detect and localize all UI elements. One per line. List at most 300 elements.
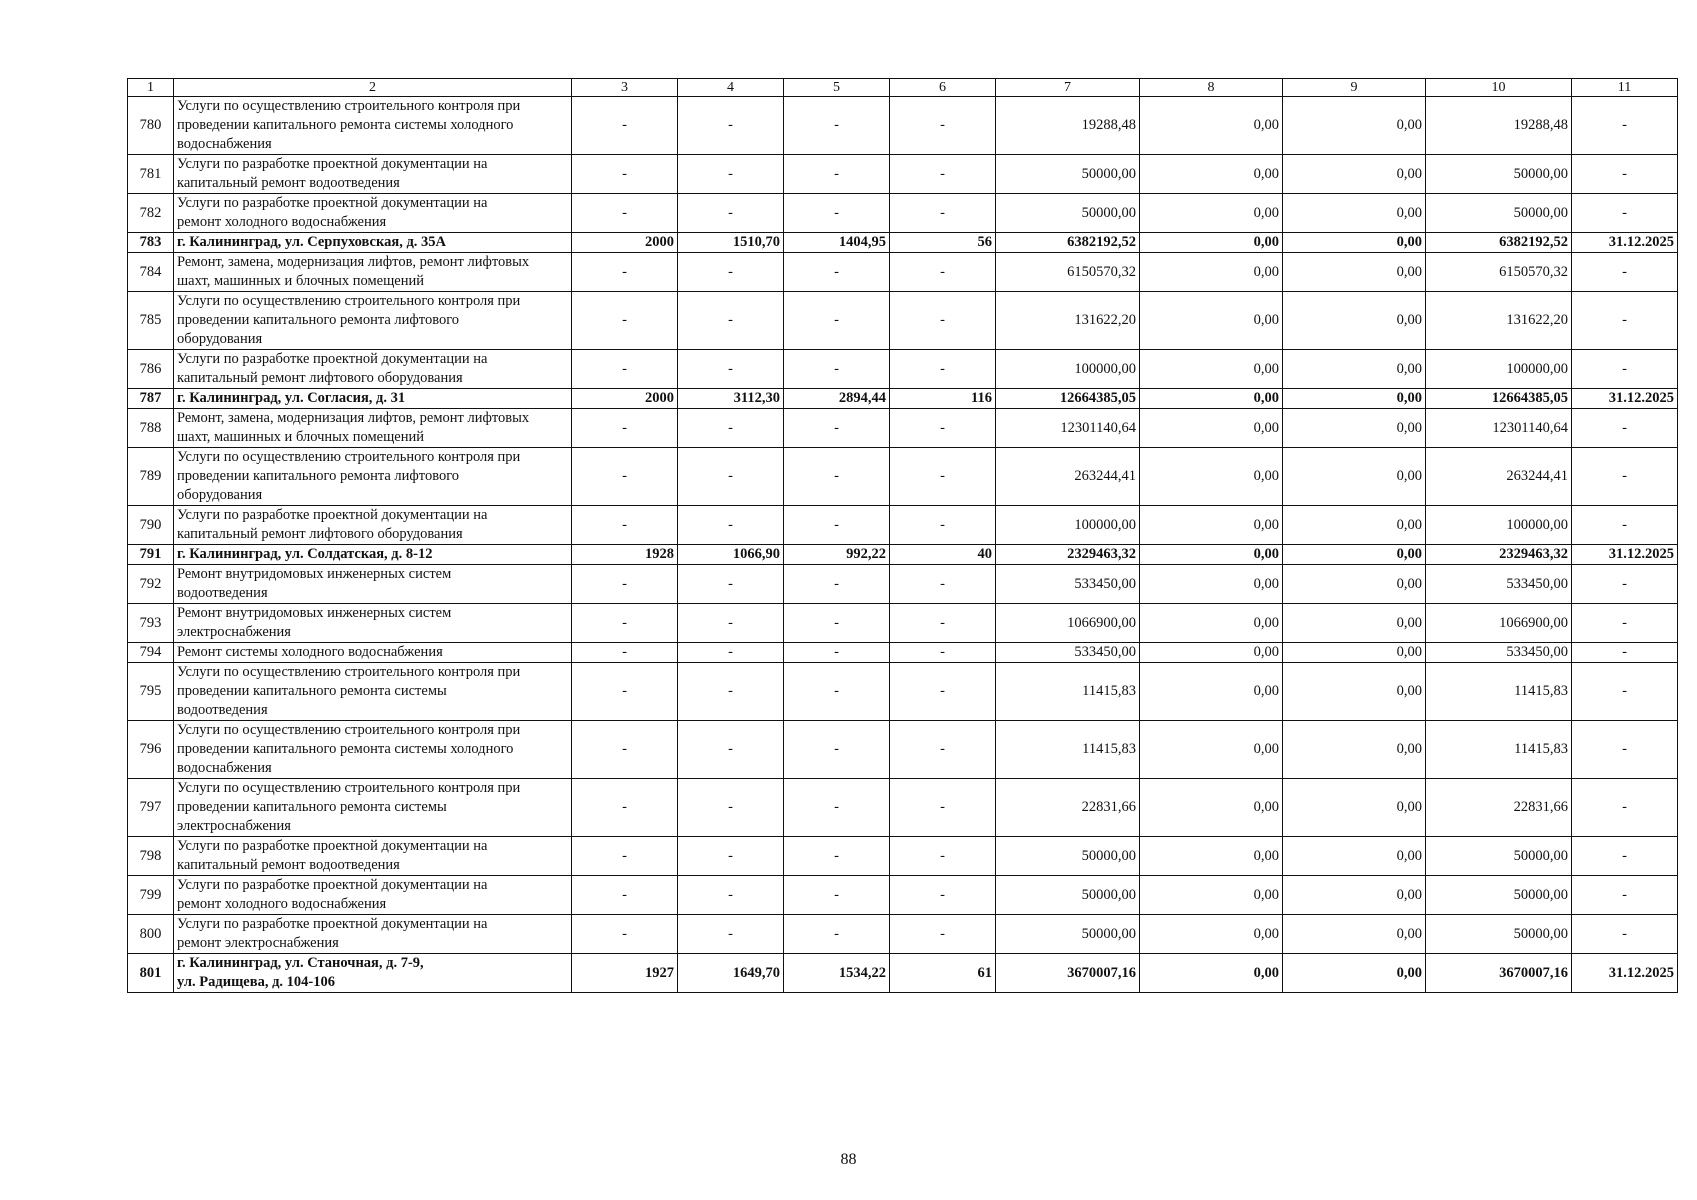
work-item-row (128, 97, 1678, 155)
total-cost-cell: 533450,00 (996, 565, 1140, 604)
fund-cost-cell: 0,00 (1140, 565, 1283, 604)
living-area-cell: - (784, 506, 890, 545)
living-area-cell: - (784, 155, 890, 194)
address-row (128, 389, 1678, 409)
budget-cost-cell: 0,00 (1283, 194, 1426, 233)
deadline-cell: - (1572, 876, 1678, 915)
description-line: водоснабжения (177, 760, 272, 776)
year-built-cell: - (572, 565, 678, 604)
description-line: оборудования (177, 487, 263, 503)
fund-cost-cell: 0,00 (1140, 350, 1283, 389)
total-area-cell: - (678, 350, 784, 389)
description-line: Услуги по разработке проектной документации на (177, 351, 488, 367)
fund-cost-cell: 0,00 (1140, 194, 1283, 233)
budget-cost-cell: 0,00 (1283, 721, 1426, 779)
work-item-row (128, 837, 1678, 876)
total-area-cell: - (678, 915, 784, 954)
year-built-cell: - (572, 779, 678, 837)
living-area-cell: - (784, 253, 890, 292)
owners-cost-cell: 50000,00 (1426, 876, 1572, 915)
description-line: Услуги по разработке проектной документации на (177, 195, 488, 211)
fund-cost-cell: 0,00 (1140, 409, 1283, 448)
fund-cost-cell: 0,00 (1140, 663, 1283, 721)
budget-cost-cell: 0,00 (1283, 97, 1426, 155)
living-area-cell: - (784, 721, 890, 779)
address-cell (174, 233, 572, 253)
residents-cell: - (890, 643, 996, 663)
residents-cell: - (890, 409, 996, 448)
year-built-cell: - (572, 915, 678, 954)
deadline-cell: - (1572, 97, 1678, 155)
deadline-cell: - (1572, 292, 1678, 350)
owners-cost-cell: 100000,00 (1426, 350, 1572, 389)
budget-cost-cell: 0,00 (1283, 837, 1426, 876)
residents-cell: - (890, 194, 996, 233)
column-number: 11 (1572, 79, 1678, 97)
year-built-cell: 2000 (572, 233, 678, 253)
deadline-cell: - (1572, 721, 1678, 779)
residents-cell: 61 (890, 954, 996, 993)
total-cost-cell: 6150570,32 (996, 253, 1140, 292)
owners-cost-cell: 50000,00 (1426, 915, 1572, 954)
work-description-cell (174, 97, 572, 155)
total-cost-cell: 12301140,64 (996, 409, 1140, 448)
description-line: Услуги по разработке проектной документации на (177, 507, 488, 523)
work-item-row (128, 448, 1678, 506)
budget-cost-cell: 0,00 (1283, 663, 1426, 721)
description-line: г. Калининград, ул. Согласия, д. 31 (177, 390, 406, 406)
total-cost-cell: 3670007,16 (996, 954, 1140, 993)
description-line: Ремонт системы холодного водоснабжения (177, 644, 443, 660)
work-description-cell (174, 721, 572, 779)
owners-cost-cell: 533450,00 (1426, 643, 1572, 663)
work-description-cell (174, 292, 572, 350)
fund-cost-cell: 0,00 (1140, 954, 1283, 993)
owners-cost-cell: 11415,83 (1426, 663, 1572, 721)
budget-cost-cell: 0,00 (1283, 643, 1426, 663)
description-line: Услуги по разработке проектной документации на (177, 877, 488, 893)
fund-cost-cell: 0,00 (1140, 721, 1283, 779)
total-area-cell: - (678, 721, 784, 779)
column-number: 7 (996, 79, 1140, 97)
description-line: водоснабжения (177, 136, 272, 152)
year-built-cell: - (572, 350, 678, 389)
deadline-cell: - (1572, 506, 1678, 545)
total-cost-cell: 533450,00 (996, 643, 1140, 663)
description-line: Услуги по осуществлению строительного контроля при (177, 780, 521, 796)
row-number-cell: 788 (128, 409, 174, 448)
description-line: Услуги по осуществлению строительного контроля при (177, 98, 521, 114)
work-description-cell (174, 506, 572, 545)
row-number-cell: 781 (128, 155, 174, 194)
living-area-cell: - (784, 876, 890, 915)
owners-cost-cell: 12664385,05 (1426, 389, 1572, 409)
fund-cost-cell: 0,00 (1140, 389, 1283, 409)
owners-cost-cell: 6150570,32 (1426, 253, 1572, 292)
total-area-cell: 1066,90 (678, 545, 784, 565)
residents-cell: - (890, 837, 996, 876)
living-area-cell: - (784, 779, 890, 837)
year-built-cell: - (572, 194, 678, 233)
fund-cost-cell: 0,00 (1140, 604, 1283, 643)
fund-cost-cell: 0,00 (1140, 643, 1283, 663)
row-number-cell: 785 (128, 292, 174, 350)
description-line: проведении капитального ремонта системы холодного (177, 741, 514, 757)
description-line: г. Калининград, ул. Серпуховская, д. 35А (177, 234, 447, 250)
work-description-cell (174, 253, 572, 292)
work-item-row (128, 779, 1678, 837)
deadline-cell: - (1572, 565, 1678, 604)
living-area-cell: 2894,44 (784, 389, 890, 409)
description-line: ул. Радищева, д. 104-106 (177, 974, 335, 990)
fund-cost-cell: 0,00 (1140, 876, 1283, 915)
row-number-cell: 782 (128, 194, 174, 233)
owners-cost-cell: 100000,00 (1426, 506, 1572, 545)
total-area-cell: - (678, 663, 784, 721)
row-number-cell: 798 (128, 837, 174, 876)
column-number: 10 (1426, 79, 1572, 97)
description-line: Ремонт внутридомовых инженерных систем (177, 605, 452, 621)
total-cost-cell: 11415,83 (996, 663, 1140, 721)
total-area-cell: - (678, 643, 784, 663)
work-description-cell (174, 837, 572, 876)
description-line: Услуги по разработке проектной документации на (177, 838, 488, 854)
budget-cost-cell: 0,00 (1283, 545, 1426, 565)
total-area-cell: 3112,30 (678, 389, 784, 409)
year-built-cell: - (572, 409, 678, 448)
total-cost-cell: 12664385,05 (996, 389, 1140, 409)
description-line: Услуги по осуществлению строительного контроля при (177, 449, 521, 465)
work-description-cell (174, 643, 572, 663)
deadline-cell: - (1572, 253, 1678, 292)
total-area-cell: - (678, 292, 784, 350)
owners-cost-cell: 6382192,52 (1426, 233, 1572, 253)
work-description-cell (174, 448, 572, 506)
residents-cell: - (890, 350, 996, 389)
row-number-cell: 791 (128, 545, 174, 565)
budget-cost-cell: 0,00 (1283, 233, 1426, 253)
row-number-cell: 786 (128, 350, 174, 389)
living-area-cell: - (784, 663, 890, 721)
work-item-row (128, 194, 1678, 233)
living-area-cell: - (784, 915, 890, 954)
row-number-cell: 800 (128, 915, 174, 954)
owners-cost-cell: 1066900,00 (1426, 604, 1572, 643)
total-cost-cell: 100000,00 (996, 350, 1140, 389)
living-area-cell: - (784, 194, 890, 233)
year-built-cell: - (572, 155, 678, 194)
description-line: Услуги по разработке проектной документации на (177, 916, 488, 932)
row-number-cell: 787 (128, 389, 174, 409)
work-description-cell (174, 155, 572, 194)
description-line: Ремонт, замена, модернизация лифтов, ремонт лифтовых (177, 410, 530, 426)
deadline-cell: - (1572, 448, 1678, 506)
description-line: электроснабжения (177, 818, 291, 834)
work-item-row (128, 915, 1678, 954)
work-description-cell (174, 604, 572, 643)
repair-program-table (127, 78, 1678, 993)
work-description-cell (174, 663, 572, 721)
total-area-cell: - (678, 97, 784, 155)
total-area-cell: - (678, 565, 784, 604)
total-area-cell: - (678, 779, 784, 837)
fund-cost-cell: 0,00 (1140, 915, 1283, 954)
description-line: капитальный ремонт лифтового оборудования (177, 370, 463, 386)
row-number-cell: 794 (128, 643, 174, 663)
fund-cost-cell: 0,00 (1140, 292, 1283, 350)
total-cost-cell: 100000,00 (996, 506, 1140, 545)
residents-cell: - (890, 565, 996, 604)
total-area-cell: - (678, 194, 784, 233)
fund-cost-cell: 0,00 (1140, 97, 1283, 155)
total-area-cell: - (678, 448, 784, 506)
total-cost-cell: 11415,83 (996, 721, 1140, 779)
fund-cost-cell: 0,00 (1140, 779, 1283, 837)
total-area-cell: 1510,70 (678, 233, 784, 253)
description-line: Услуги по осуществлению строительного контроля при (177, 722, 521, 738)
column-number: 2 (174, 79, 572, 97)
description-line: капитальный ремонт водоотведения (177, 857, 400, 873)
year-built-cell: 2000 (572, 389, 678, 409)
year-built-cell: - (572, 448, 678, 506)
deadline-cell: 31.12.2025 (1572, 389, 1678, 409)
residents-cell: - (890, 779, 996, 837)
deadline-cell: - (1572, 915, 1678, 954)
total-cost-cell: 22831,66 (996, 779, 1140, 837)
fund-cost-cell: 0,00 (1140, 253, 1283, 292)
budget-cost-cell: 0,00 (1283, 876, 1426, 915)
deadline-cell: 31.12.2025 (1572, 545, 1678, 565)
deadline-cell: 31.12.2025 (1572, 233, 1678, 253)
description-line: г. Калининград, ул. Станочная, д. 7-9, (177, 955, 424, 971)
year-built-cell: - (572, 643, 678, 663)
total-cost-cell: 263244,41 (996, 448, 1140, 506)
total-cost-cell: 50000,00 (996, 876, 1140, 915)
budget-cost-cell: 0,00 (1283, 506, 1426, 545)
residents-cell: - (890, 915, 996, 954)
column-number: 5 (784, 79, 890, 97)
row-number-cell: 784 (128, 253, 174, 292)
owners-cost-cell: 11415,83 (1426, 721, 1572, 779)
living-area-cell: - (784, 350, 890, 389)
residents-cell: 40 (890, 545, 996, 565)
total-area-cell: - (678, 604, 784, 643)
budget-cost-cell: 0,00 (1283, 389, 1426, 409)
total-cost-cell: 131622,20 (996, 292, 1140, 350)
total-area-cell: - (678, 253, 784, 292)
column-number: 8 (1140, 79, 1283, 97)
total-area-cell: - (678, 506, 784, 545)
living-area-cell: - (784, 565, 890, 604)
description-line: электроснабжения (177, 624, 291, 640)
total-area-cell: - (678, 876, 784, 915)
description-line: проведении капитального ремонта системы (177, 683, 447, 699)
total-area-cell: 1649,70 (678, 954, 784, 993)
living-area-cell: - (784, 604, 890, 643)
description-line: г. Калининград, ул. Солдатская, д. 8-12 (177, 546, 433, 562)
year-built-cell: - (572, 837, 678, 876)
residents-cell: 56 (890, 233, 996, 253)
description-line: Ремонт, замена, модернизация лифтов, ремонт лифтовых (177, 254, 530, 270)
row-number-cell: 799 (128, 876, 174, 915)
living-area-cell: - (784, 97, 890, 155)
work-item-row (128, 409, 1678, 448)
address-row (128, 954, 1678, 993)
address-row (128, 545, 1678, 565)
budget-cost-cell: 0,00 (1283, 350, 1426, 389)
budget-cost-cell: 0,00 (1283, 779, 1426, 837)
residents-cell: 116 (890, 389, 996, 409)
work-item-row (128, 506, 1678, 545)
work-item-row (128, 253, 1678, 292)
work-description-cell (174, 565, 572, 604)
description-line: капитальный ремонт лифтового оборудования (177, 526, 463, 542)
year-built-cell: 1927 (572, 954, 678, 993)
owners-cost-cell: 3670007,16 (1426, 954, 1572, 993)
row-number-cell: 783 (128, 233, 174, 253)
address-cell (174, 954, 572, 993)
year-built-cell: - (572, 663, 678, 721)
table-body (128, 97, 1678, 993)
owners-cost-cell: 50000,00 (1426, 194, 1572, 233)
row-number-cell: 796 (128, 721, 174, 779)
budget-cost-cell: 0,00 (1283, 954, 1426, 993)
budget-cost-cell: 0,00 (1283, 565, 1426, 604)
total-cost-cell: 50000,00 (996, 837, 1140, 876)
deadline-cell: - (1572, 604, 1678, 643)
budget-cost-cell: 0,00 (1283, 604, 1426, 643)
owners-cost-cell: 131622,20 (1426, 292, 1572, 350)
budget-cost-cell: 0,00 (1283, 409, 1426, 448)
owners-cost-cell: 12301140,64 (1426, 409, 1572, 448)
total-cost-cell: 50000,00 (996, 915, 1140, 954)
budget-cost-cell: 0,00 (1283, 155, 1426, 194)
total-cost-cell: 50000,00 (996, 194, 1140, 233)
work-item-row (128, 565, 1678, 604)
fund-cost-cell: 0,00 (1140, 155, 1283, 194)
description-line: ремонт холодного водоснабжения (177, 896, 387, 912)
year-built-cell: - (572, 876, 678, 915)
description-line: ремонт электроснабжения (177, 935, 339, 951)
address-cell (174, 389, 572, 409)
total-cost-cell: 6382192,52 (996, 233, 1140, 253)
deadline-cell: - (1572, 194, 1678, 233)
description-line: оборудования (177, 331, 263, 347)
living-area-cell: - (784, 409, 890, 448)
deadline-cell: - (1572, 409, 1678, 448)
total-cost-cell: 2329463,32 (996, 545, 1140, 565)
address-cell (174, 545, 572, 565)
column-number-row (128, 79, 1678, 97)
residents-cell: - (890, 721, 996, 779)
deadline-cell: - (1572, 663, 1678, 721)
owners-cost-cell: 263244,41 (1426, 448, 1572, 506)
owners-cost-cell: 2329463,32 (1426, 545, 1572, 565)
column-number: 6 (890, 79, 996, 97)
column-number: 3 (572, 79, 678, 97)
work-item-row (128, 663, 1678, 721)
row-number-cell: 797 (128, 779, 174, 837)
description-line: проведении капитального ремонта лифтового (177, 468, 460, 484)
row-number-cell: 801 (128, 954, 174, 993)
address-row (128, 233, 1678, 253)
deadline-cell: - (1572, 155, 1678, 194)
total-cost-cell: 1066900,00 (996, 604, 1140, 643)
total-cost-cell: 50000,00 (996, 155, 1140, 194)
description-line: Услуги по осуществлению строительного контроля при (177, 664, 521, 680)
work-item-row (128, 292, 1678, 350)
work-description-cell (174, 779, 572, 837)
row-number-cell: 789 (128, 448, 174, 506)
residents-cell: - (890, 663, 996, 721)
year-built-cell: - (572, 97, 678, 155)
work-description-cell (174, 194, 572, 233)
living-area-cell: 1404,95 (784, 233, 890, 253)
budget-cost-cell: 0,00 (1283, 292, 1426, 350)
column-number: 9 (1283, 79, 1426, 97)
total-cost-cell: 19288,48 (996, 97, 1140, 155)
description-line: Ремонт внутридомовых инженерных систем (177, 566, 452, 582)
description-line: Услуги по осуществлению строительного контроля при (177, 293, 521, 309)
work-item-row (128, 643, 1678, 663)
residents-cell: - (890, 604, 996, 643)
description-line: проведении капитального ремонта системы холодного (177, 117, 514, 133)
year-built-cell: - (572, 506, 678, 545)
description-line: капитальный ремонт водоотведения (177, 175, 400, 191)
description-line: Услуги по разработке проектной документации на (177, 156, 488, 172)
budget-cost-cell: 0,00 (1283, 253, 1426, 292)
row-number-cell: 790 (128, 506, 174, 545)
total-area-cell: - (678, 409, 784, 448)
deadline-cell: - (1572, 643, 1678, 663)
row-number-cell: 793 (128, 604, 174, 643)
budget-cost-cell: 0,00 (1283, 448, 1426, 506)
work-description-cell (174, 409, 572, 448)
living-area-cell: - (784, 448, 890, 506)
description-line: водоотведения (177, 702, 268, 718)
residents-cell: - (890, 876, 996, 915)
owners-cost-cell: 533450,00 (1426, 565, 1572, 604)
deadline-cell: - (1572, 779, 1678, 837)
year-built-cell: - (572, 604, 678, 643)
owners-cost-cell: 50000,00 (1426, 837, 1572, 876)
description-line: ремонт холодного водоснабжения (177, 214, 387, 230)
residents-cell: - (890, 253, 996, 292)
year-built-cell: - (572, 721, 678, 779)
year-built-cell: 1928 (572, 545, 678, 565)
residents-cell: - (890, 292, 996, 350)
deadline-cell: - (1572, 837, 1678, 876)
work-item-row (128, 876, 1678, 915)
row-number-cell: 795 (128, 663, 174, 721)
description-line: шахт, машинных и блочных помещений (177, 429, 424, 445)
fund-cost-cell: 0,00 (1140, 233, 1283, 253)
year-built-cell: - (572, 253, 678, 292)
deadline-cell: - (1572, 350, 1678, 389)
fund-cost-cell: 0,00 (1140, 506, 1283, 545)
living-area-cell: - (784, 643, 890, 663)
work-item-row (128, 350, 1678, 389)
residents-cell: - (890, 155, 996, 194)
description-line: шахт, машинных и блочных помещений (177, 273, 424, 289)
owners-cost-cell: 22831,66 (1426, 779, 1572, 837)
residents-cell: - (890, 506, 996, 545)
residents-cell: - (890, 448, 996, 506)
column-number: 1 (128, 79, 174, 97)
row-number-cell: 792 (128, 565, 174, 604)
living-area-cell: 992,22 (784, 545, 890, 565)
work-description-cell (174, 350, 572, 389)
